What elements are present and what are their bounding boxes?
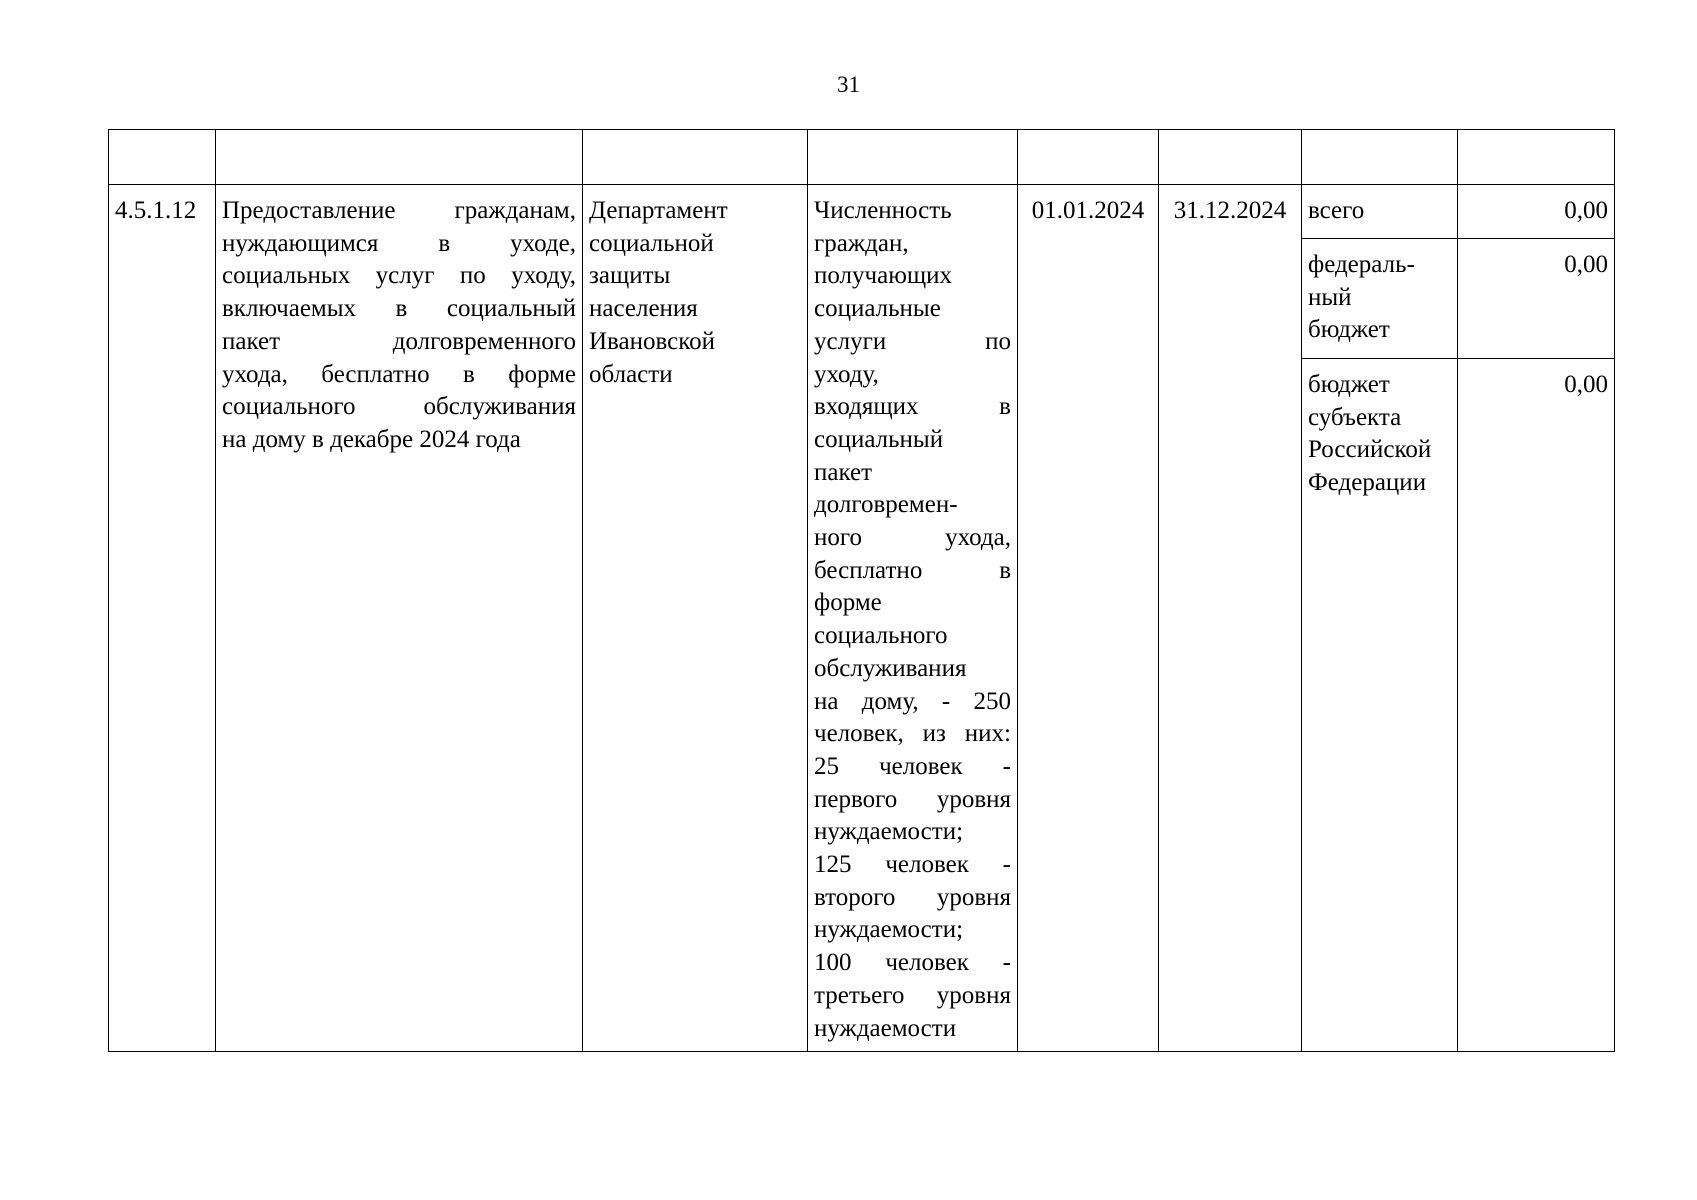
funding-amount: 0,00 bbox=[1564, 197, 1608, 224]
header-row bbox=[109, 130, 1615, 185]
row-start-date: 01.01.2024 bbox=[1031, 197, 1145, 224]
row-indicator-line: первого уровня bbox=[814, 785, 1011, 813]
row-executor-line: Департамент bbox=[589, 197, 728, 224]
header-cell-code bbox=[109, 130, 216, 185]
row-name-line: на дому в декабре 2024 года bbox=[222, 425, 521, 453]
funding-source-line: бюджет bbox=[1308, 371, 1390, 398]
funding-amount-regional bbox=[1458, 359, 1615, 1052]
row-name-line: включаемых в социальный bbox=[222, 295, 576, 323]
funding-source-line: субъекта bbox=[1308, 403, 1402, 431]
row-indicator-line: пакет bbox=[814, 458, 873, 486]
row-indicator-line: нуждаемости bbox=[814, 1014, 957, 1042]
row-indicator-line: форме bbox=[814, 589, 882, 617]
funding-source-line: бюджет bbox=[1308, 316, 1390, 344]
row-indicator-line: услуги по bbox=[814, 327, 1011, 355]
row-end-date: 31.12.2024 bbox=[1173, 197, 1287, 224]
row-indicator-line: Численность bbox=[814, 197, 952, 224]
row-executor-line: области bbox=[589, 360, 673, 388]
header-cell-name bbox=[216, 130, 583, 185]
funding-source-line: Федерации bbox=[1308, 469, 1427, 497]
funding-amount-federal bbox=[1458, 239, 1615, 359]
row-executor-cell bbox=[583, 185, 808, 1052]
row-indicator-line: человек, из них: bbox=[814, 720, 1011, 748]
row-name-line: нуждающимся в уходе, bbox=[222, 229, 576, 257]
funding-source-line: ный bbox=[1308, 283, 1352, 311]
table-row bbox=[109, 185, 1615, 239]
row-indicator-line: социальные bbox=[814, 295, 941, 323]
row-name-line: социальных услуг по уходу, bbox=[222, 262, 576, 290]
row-code-cell bbox=[109, 185, 216, 1052]
row-code: 4.5.1.12 bbox=[115, 197, 197, 224]
row-name-line: пакет долговременного bbox=[222, 327, 576, 355]
header-cell-executor bbox=[583, 130, 808, 185]
row-name-line: ухода, бесплатно в форме bbox=[222, 360, 576, 388]
row-executor-line: населения bbox=[589, 295, 698, 323]
funding-source-line: Российской bbox=[1308, 436, 1432, 464]
funding-amount: 0,00 bbox=[1564, 371, 1608, 398]
row-indicator-line: второго уровня bbox=[814, 883, 1011, 911]
header-cell-start-date bbox=[1018, 130, 1159, 185]
header-cell-amount bbox=[1458, 130, 1615, 185]
row-indicator-line: ного ухода, bbox=[814, 524, 1011, 552]
page-number: 31 bbox=[837, 72, 860, 97]
funding-source-regional bbox=[1302, 359, 1458, 1052]
funding-source-federal bbox=[1302, 239, 1458, 359]
row-name-line: Предоставление гражданам, bbox=[222, 197, 576, 224]
row-executor-line: Ивановской bbox=[589, 327, 716, 355]
row-indicator-line: долговремен- bbox=[814, 491, 958, 519]
program-table bbox=[108, 129, 1615, 1052]
funding-amount: 0,00 bbox=[1564, 251, 1608, 278]
row-name-cell bbox=[216, 185, 583, 1052]
row-indicator-line: граждан, bbox=[814, 229, 909, 257]
funding-amount-total bbox=[1458, 185, 1615, 239]
row-indicator-line: 25 человек - bbox=[814, 752, 1011, 780]
header-cell-funding-source bbox=[1302, 130, 1458, 185]
row-indicator-line: социального bbox=[814, 622, 948, 650]
row-indicator-line: третьего уровня bbox=[814, 981, 1011, 1009]
row-indicator-line: нуждаемости; bbox=[814, 916, 964, 944]
row-indicator-line: нуждаемости; bbox=[814, 818, 964, 846]
row-indicator-line: бесплатно в bbox=[814, 556, 1011, 584]
row-indicator-line: обслуживания bbox=[814, 654, 967, 682]
row-indicator-line: получающих bbox=[814, 262, 953, 290]
row-indicator-line: входящих в bbox=[814, 393, 1011, 421]
header-cell-indicator bbox=[808, 130, 1018, 185]
row-executor-line: защиты bbox=[589, 262, 671, 290]
row-indicator-line: социальный bbox=[814, 425, 944, 453]
header-cell-end-date bbox=[1159, 130, 1302, 185]
row-indicator-line: 100 человек - bbox=[814, 949, 1011, 977]
row-indicator-cell bbox=[808, 185, 1018, 1052]
row-name-line: социального обслуживания bbox=[222, 393, 576, 421]
funding-source-total bbox=[1302, 185, 1458, 239]
funding-source-line: всего bbox=[1308, 197, 1365, 224]
row-end-date-cell bbox=[1159, 185, 1302, 1052]
row-start-date-cell bbox=[1018, 185, 1159, 1052]
row-indicator-line: на дому, - 250 bbox=[814, 687, 1011, 715]
row-executor-line: социальной bbox=[589, 229, 714, 257]
funding-source-line: федераль- bbox=[1308, 251, 1415, 278]
row-indicator-line: уходу, bbox=[814, 360, 879, 388]
row-indicator-line: 125 человек - bbox=[814, 851, 1011, 879]
